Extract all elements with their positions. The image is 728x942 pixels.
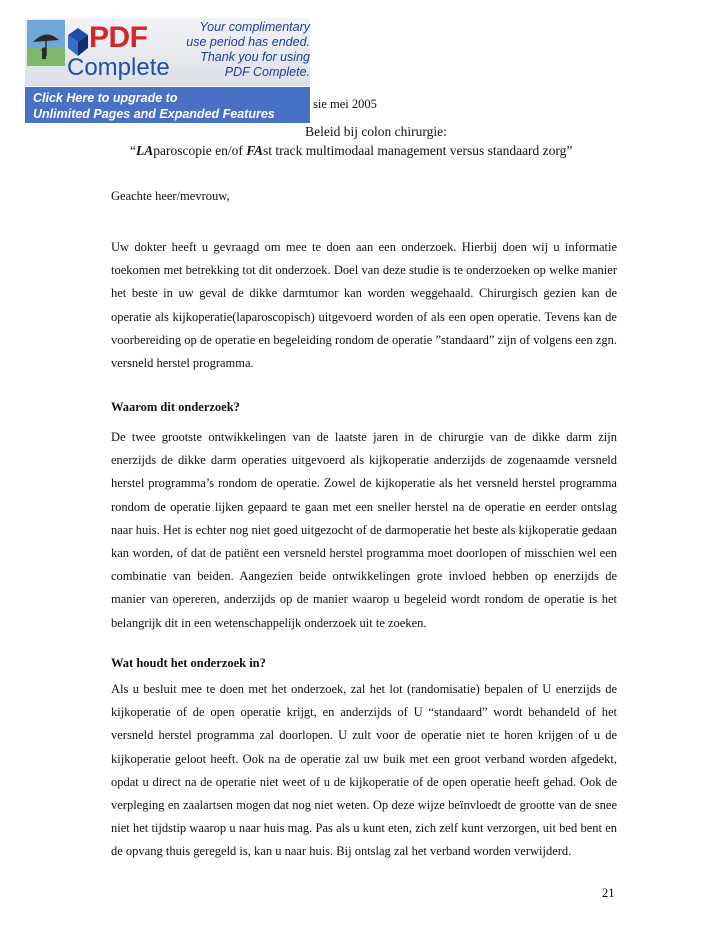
section-text: Als u besluit mee te doen met het onderzoek, zal het lot (randomisatie) bepalen of U enerzijds de kijkoperatie of de open operatie krijgt, en anderzijds of U “standaard” wordt behandeld of het versneld herstel programma zal doorlopen. U zult voor de operatie niet te horen krijgen of u de kijkoperatie geloot heeft. Ook na de operatie zal uw buik met een groot verband worden afgedekt, opdat u direct na de operatie niet weet of u de kijkoperatie of de open operatie heeft gehad. Ook de verpleging en zaalartsen mogen dat nog niet weten. Op deze wijze beïnvloedt de grootte van de snee niet het tijdstip waarop u naar huis mag. Pas als u kunt eten, zich zelf kunt verzorgen, uit bed bent en de opvang thuis geregeld is, kan u naar huis. Bij ontslag zal het verband worden verwijderd. — [111, 682, 617, 859]
upgrade-link[interactable] — [33, 90, 275, 122]
umbrella-logo-icon — [27, 20, 65, 66]
intro-text: Uw dokter heeft u gevraagd om mee te doen aan een onderzoek. Hierbij doen wij u informatie toekomen met betrekking tot dit onderzoek. Doel van deze studie is te onderzoeken op welke manier het beste in uw geval de dikke darmtumor kan worden weggehaald. Chirurgisch gezien kan de operatie als kijkoperatie(laparoscopisch) uitgevoerd worden of als een open operatie. Tevens kan de voorbereiding op de operatie en begeleiding rondom de operatie ”standaard” zijn of volgens een zgn. versneld herstel programma. — [111, 240, 617, 371]
upgrade-line-1[interactable]: Click Here to upgrade to — [33, 91, 178, 105]
subtitle-fa: FA — [246, 143, 264, 158]
intro-paragraph — [111, 236, 617, 375]
document-title-text: Beleid bij colon chirurgie: — [305, 124, 447, 139]
document-title — [0, 124, 728, 140]
section-text: De twee grootste ontwikkelingen van de laatste jaren in de chirurgie van de dikke darm zijn enerzijds de dikke darm operaties uitgevoerd als kijkoperatie anderzijds de zogenaamde versneld herstel programma’s rondom de operatie. Zowel de kijkoperatie als het versneld herstel programma rondom de operatie lijken gepaard te gaan met een sneller herstel na de operatie en eerder ontslag naar huis. Het is echter nog niet goed uitgezocht of de darmoperatie het beste als kijkoperatie gedaan kan worden, of dat de patiënt een versneld herstel programma moet doorlopen of misschien wel een combinatie van beiden. Aangezien beide ontwikkelingen grote invloed hebben op enerzijds de manier van opereren, anderzijds op de manier waarop u begeleid wordt rondom de operatie is het belangrijk dit in een wetenschappelijk onderzoek uit te zoeken. — [111, 430, 617, 630]
section-heading-wat — [111, 656, 617, 671]
section-paragraph-wat — [111, 678, 617, 864]
promo-message — [170, 20, 310, 80]
section-heading-text: Waarom dit onderzoek? — [111, 400, 240, 414]
promo-line: use period has ended. — [186, 35, 310, 49]
promo-line: Your complimentary — [199, 20, 310, 34]
logo-complete-text: Complete — [67, 54, 170, 81]
section-paragraph-waarom — [111, 426, 617, 635]
salutation — [111, 185, 617, 208]
page-number: 21 — [602, 886, 615, 900]
document-subtitle: “LAparoscopie en/of FAst track multimodaal management versus standaard zorg” — [130, 143, 573, 158]
section-heading-waarom — [111, 400, 617, 415]
promo-line: PDF Complete. — [224, 65, 310, 79]
version-date: sie mei 2005 — [313, 97, 377, 111]
section-heading-text: Wat houdt het onderzoek in? — [111, 656, 266, 670]
promo-line: Thank you for using — [200, 50, 310, 64]
logo-pdf-text: PDF — [89, 21, 148, 54]
subtitle-la: LA — [136, 143, 154, 158]
diamond-icon — [68, 28, 88, 56]
upgrade-line-2[interactable]: Unlimited Pages and Expanded Features — [33, 107, 275, 121]
salutation-text: Geachte heer/mevrouw, — [111, 189, 230, 203]
